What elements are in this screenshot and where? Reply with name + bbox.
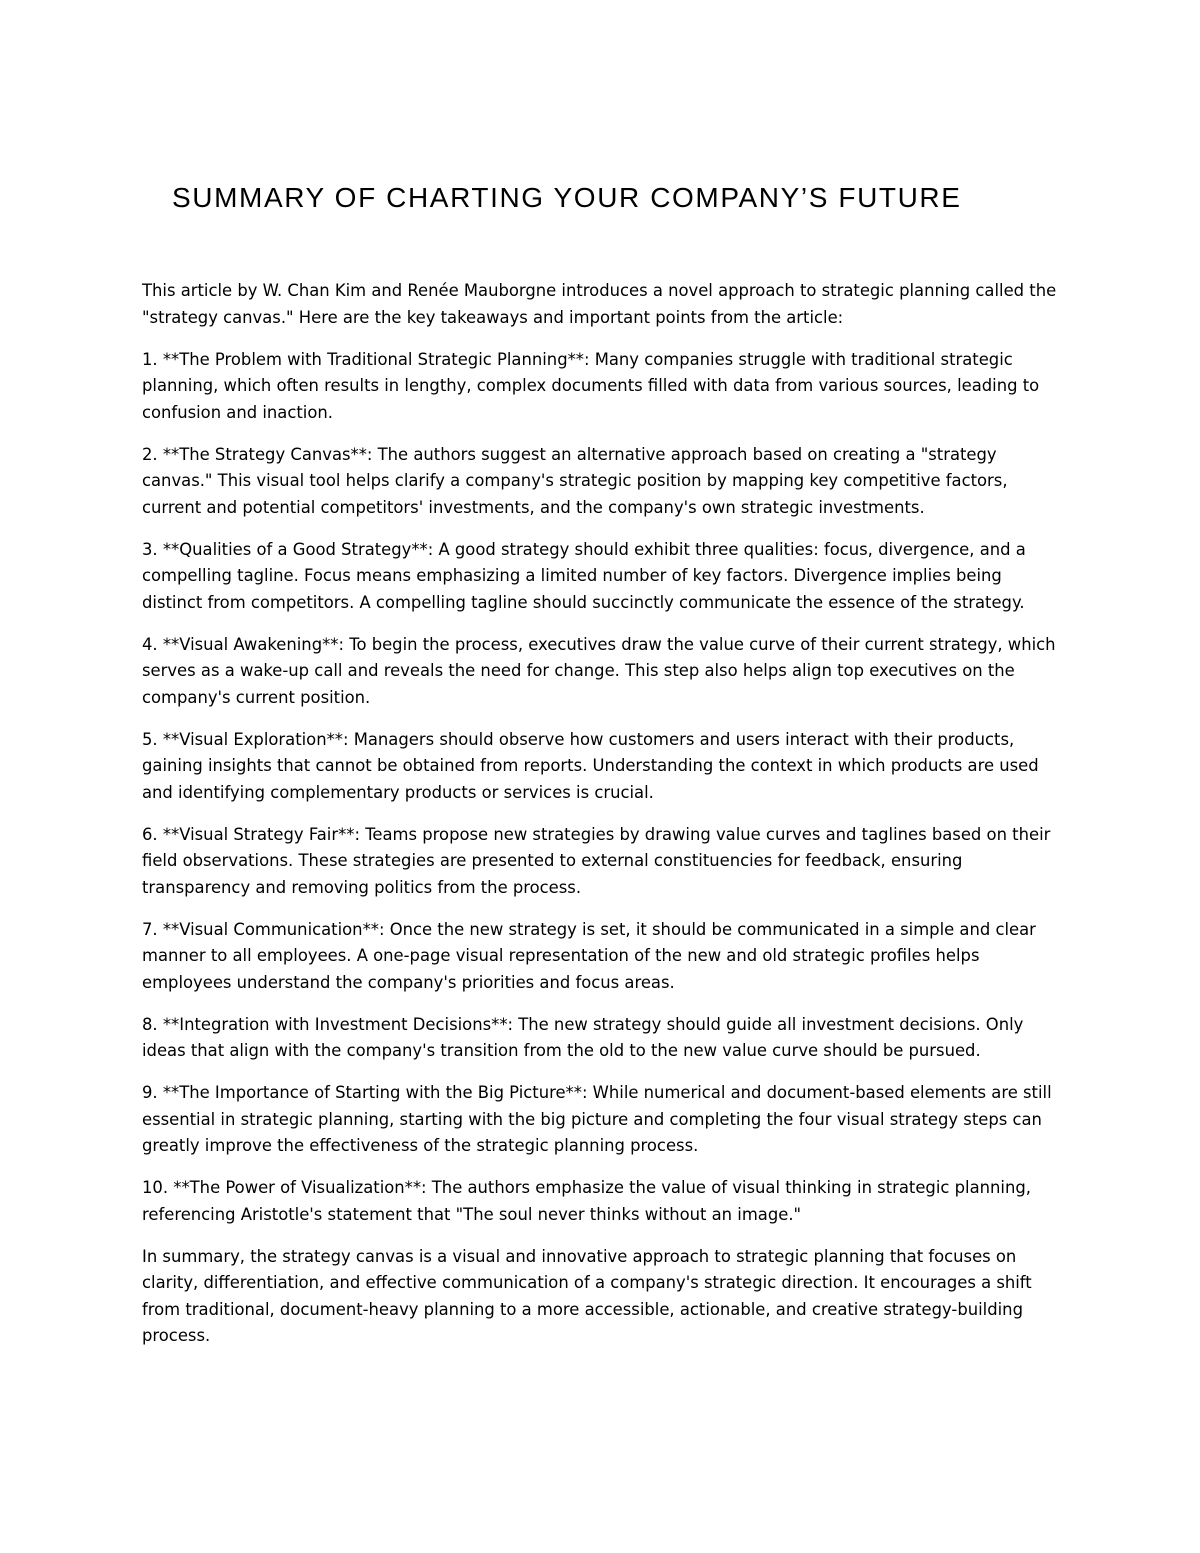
document-title: SUMMARY OF CHARTING YOUR COMPANY’S FUTURE: [172, 182, 962, 213]
intro-paragraph: This article by W. Chan Kim and Renée Mauborgne introduces a novel approach to strategic planning called the "strategy canvas." Here are the key takeaways and important points from the article:: [142, 281, 1057, 327]
point-paragraph-1: 1. **The Problem with Traditional Strategic Planning**: Many companies struggle with traditional strategic planning, which often results in lengthy, complex documents filled with data from various sources, leading to confusion and inaction.: [142, 349, 1040, 422]
point-paragraph-7: 7. **Visual Communication**: Once the new strategy is set, it should be communicated in a simple and clear manner to all employees. A one-page visual representation of the new and old strategic profiles helps employees understand the company's priorities and focus areas.: [142, 919, 1036, 992]
point-paragraph-4: 4. **Visual Awakening**: To begin the process, executives draw the value curve of their current strategy, which serves as a wake-up call and reveals the need for change. This step also helps align top executives on the company's current position.: [142, 634, 1056, 707]
point-paragraph-9: 9. **The Importance of Starting with the Big Picture**: While numerical and document-based elements are still essential in strategic planning, starting with the big picture and completing the four visual strategy steps can greatly improve the effectiveness of the strategic planning process.: [142, 1083, 1052, 1155]
document-body: [142, 278, 1058, 1365]
point-paragraph-5: 5. **Visual Exploration**: Managers should observe how customers and users interact with their products, gaining insights that cannot be obtained from reports. Understanding the context in which products are used and identifying complementary products or services is crucial.: [142, 729, 1039, 802]
point-paragraph-10: 10. **The Power of Visualization**: The authors emphasize the value of visual thinking in strategic planning, referencing Aristotle's statement that "The soul never thinks without an image.": [142, 1178, 1031, 1224]
point-paragraph-2: 2. **The Strategy Canvas**: The authors suggest an alternative approach based on creating a "strategy canvas." This visual tool helps clarify a company's strategic position by mapping key competitive factors, current and potential competitors' investments, and the company's own strategic investments.: [142, 444, 1008, 517]
point-paragraph-3: 3. **Qualities of a Good Strategy**: A good strategy should exhibit three qualities: focus, divergence, and a compelling tagline. Focus means emphasizing a limited number of key factors. Divergence implies being distinct from competitors. A compelling tagline should succinctly communicate the essence of the strategy.: [142, 539, 1026, 612]
conclusion-paragraph: In summary, the strategy canvas is a visual and innovative approach to strategic planning that focuses on clarity, differentiation, and effective communication of a company's strategic direction. It encourages a shift from traditional, document-heavy planning to a more accessible, actionable, and creative strategy-building process.: [142, 1246, 1032, 1345]
point-paragraph-6: 6. **Visual Strategy Fair**: Teams propose new strategies by drawing value curves and taglines based on their field observations. These strategies are presented to external constituencies for feedback, ensuring transparency and removing politics from the process.: [142, 824, 1051, 897]
point-paragraph-8: 8. **Integration with Investment Decisions**: The new strategy should guide all investment decisions. Only ideas that align with the company's transition from the old to the new value curve should be pursued.: [142, 1014, 1024, 1060]
